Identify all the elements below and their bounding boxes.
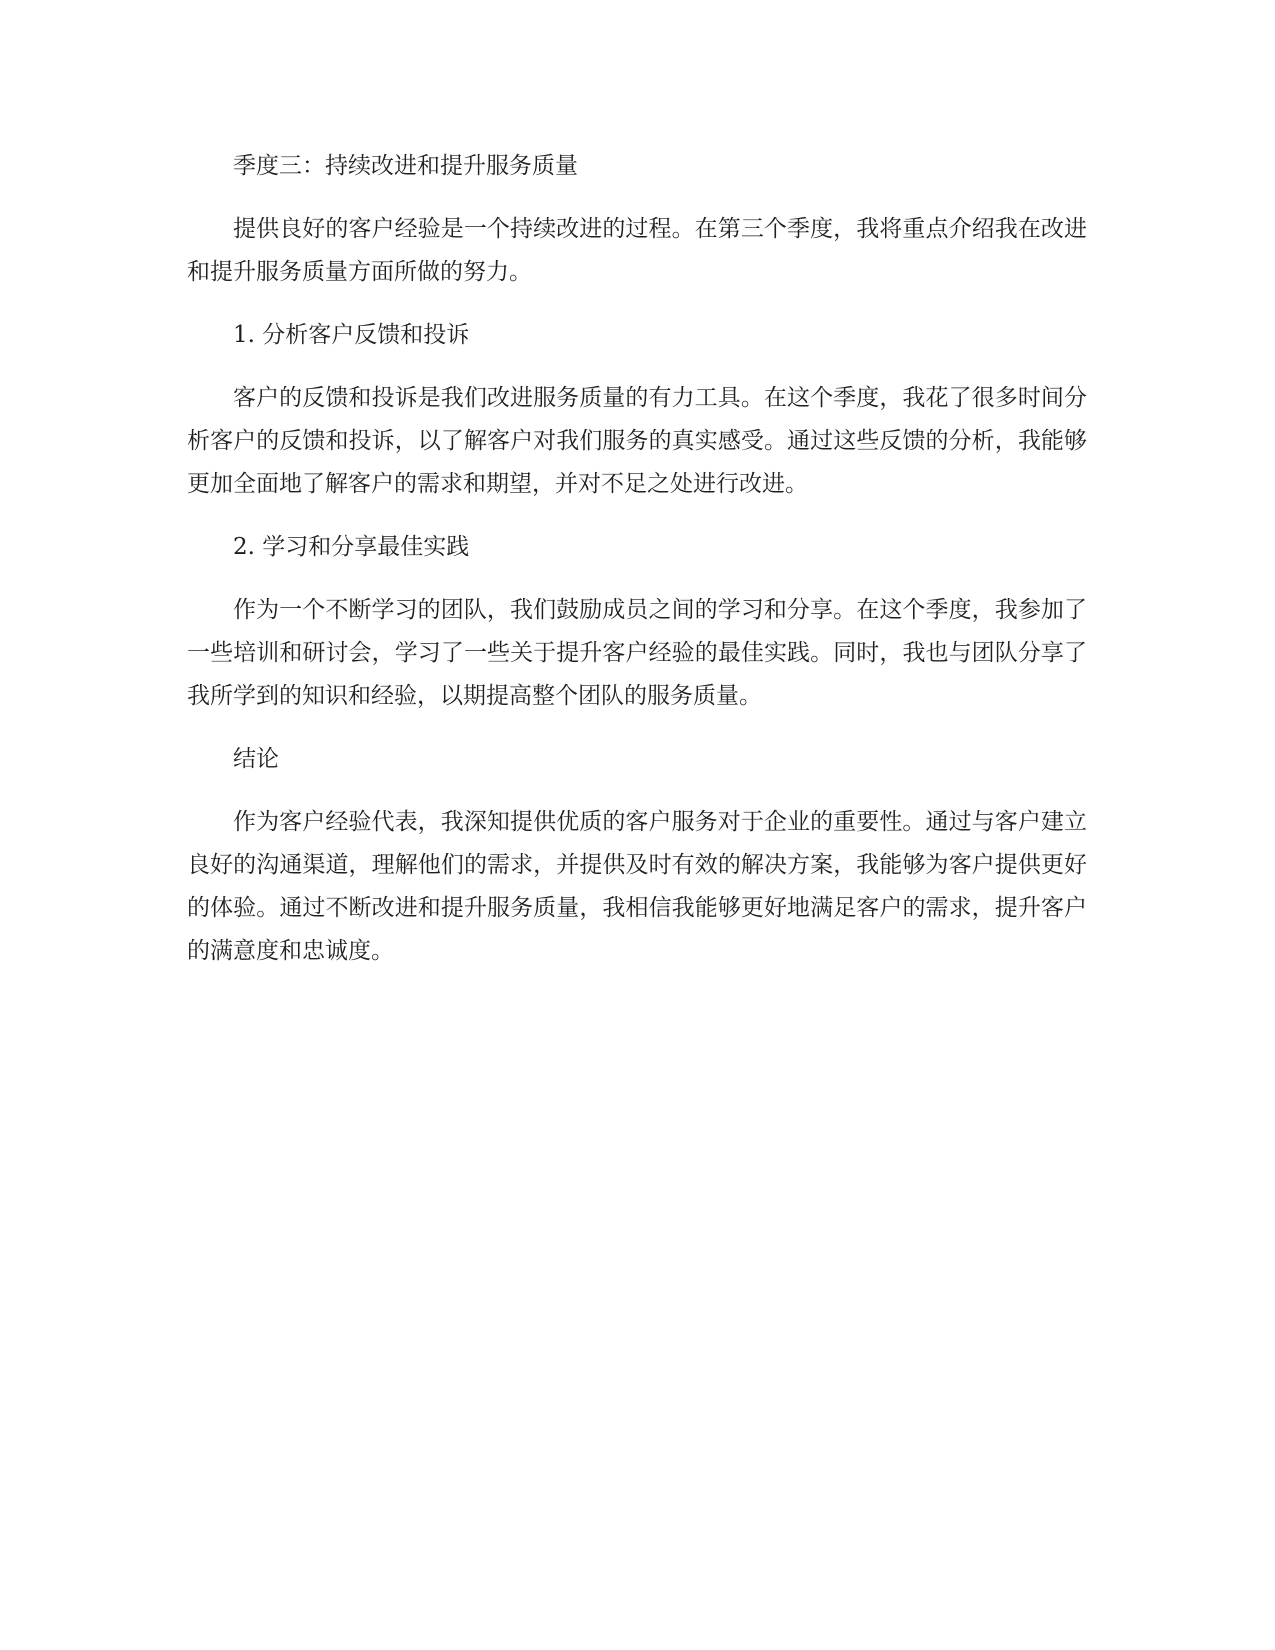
intro-paragraph: 提供良好的客户经验是一个持续改进的过程。在第三个季度，我将重点介绍我在改进和提升服务质量方面所做的努力。 — [187, 216, 1087, 285]
item2-paragraph: 作为一个不断学习的团队，我们鼓励成员之间的学习和分享。在这个季度，我参加了一些培训和研讨会，学习了一些关于提升客户经验的最佳实践。同时，我也与团队分享了我所学到的知识和经验，以期提高整个团队的服务质量。 — [187, 597, 1087, 709]
item1-paragraph: 客户的反馈和投诉是我们改进服务质量的有力工具。在这个季度，我花了很多时间分析客户的反馈和投诉，以了解客户对我们服务的真实感受。通过这些反馈的分析，我能够更加全面地了解客户的需求和期望，并对不足之处进行改进。 — [187, 385, 1087, 497]
conclusion-heading: 结论 — [233, 746, 279, 772]
section-title: 季度三：持续改进和提升服务质量 — [233, 153, 578, 179]
item2-heading: 2. 学习和分享最佳实践 — [233, 534, 470, 560]
document-body — [187, 145, 1087, 993]
item1-heading: 1. 分析客户反馈和投诉 — [233, 322, 470, 348]
conclusion-paragraph: 作为客户经验代表，我深知提供优质的客户服务对于企业的重要性。通过与客户建立良好的沟通渠道，理解他们的需求，并提供及时有效的解决方案，我能够为客户提供更好的体验。通过不断改进和提升服务质量，我相信我能够更好地满足客户的需求，提升客户的满意度和忠诚度。 — [187, 809, 1087, 964]
